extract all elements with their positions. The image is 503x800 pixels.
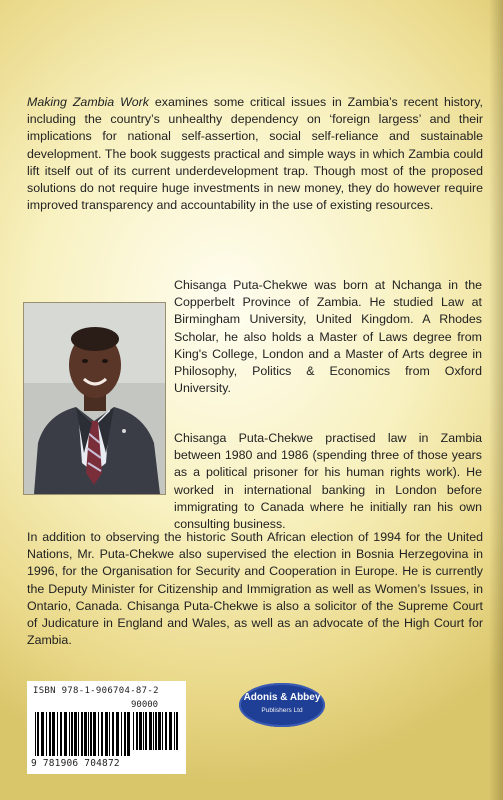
author-portrait-icon (24, 303, 165, 494)
barcode-bar (143, 712, 144, 750)
barcode-bar (78, 712, 79, 756)
barcode-bar (145, 712, 147, 750)
barcode-bar (116, 712, 119, 756)
barcode-bar (71, 712, 73, 756)
barcode-bar (64, 712, 67, 756)
barcode-bar (90, 712, 92, 756)
barcode-bar (174, 712, 175, 750)
publisher-logo (239, 683, 325, 727)
barcode-bar (74, 712, 77, 756)
barcode-block (27, 681, 186, 774)
barcode-bar (124, 712, 126, 756)
book-description (27, 94, 483, 214)
price-barcode-icon (133, 712, 181, 752)
barcode-bar (149, 712, 152, 750)
barcode-bar (98, 712, 99, 756)
barcode-bar (169, 712, 172, 750)
barcode-bar (37, 712, 39, 756)
barcode-bar (133, 712, 134, 750)
barcode-bar (112, 712, 114, 756)
barcode-bar (49, 712, 51, 756)
barcode-bar (155, 712, 157, 750)
publisher-name: Adonis & Abbey (243, 692, 321, 703)
barcode-bar (136, 712, 138, 750)
barcode-bar (93, 712, 96, 756)
barcode-icon (35, 712, 131, 758)
barcode-number: 9 781906 704872 (31, 758, 120, 769)
barcode-bar (57, 712, 58, 756)
author-bio-paragraph-3: In addition to observing the historic South African election of 1994 for the United Nations, Mr. Puta-Chekwe also supervised the election in Bosnia Herzegovina in 1996, for the Organisation for Security and Cooperation in Europe. He is currently the Deputy Minister for Citizenship and Immigration as well as Women’s Issues, in Ontario, Canada. Chisanga Puta-Chekwe is also a solicitor of the Supreme Court of Judicature in England and Wales, as well as an advocate of the High Court for Zambia. (27, 530, 483, 648)
barcode-bar (52, 712, 55, 756)
isbn-label: ISBN 978-1-906704-87-2 (33, 686, 159, 696)
barcode-bar (41, 712, 44, 756)
barcode-bar (127, 712, 130, 756)
barcode-bar (88, 712, 89, 756)
book-description-text: examines some critical issues in Zambia’s recent history, including the country’s unhealthy dependency on ‘foreign largess’ and their implications for national self-assertion, social self-reliance and sustainable development. The book suggests practical and simple ways in which Zambia could lift itself out of its current underdevelopment trap. Though most of the proposed solutions do not require huge investments in new money, they do however require improved transparency and accountability in the use of existing resources. (27, 95, 483, 213)
barcode-bar (84, 712, 87, 756)
barcode-bar (158, 712, 161, 750)
author-photo (23, 302, 166, 495)
barcode-bar (60, 712, 62, 756)
author-bio-paragraph-2: Chisanga Puta-Chekwe practised law in Zambia between 1980 and 1986 (spending three of those years as a political prisoner for his human rights work). He worked in international banking in London before immigrating to Canada where he initially ran his own consulting business. (174, 431, 482, 532)
barcode-bar (101, 712, 103, 756)
barcode-bar (153, 712, 154, 750)
barcode-bar (35, 712, 36, 756)
barcode-bar (109, 712, 110, 756)
author-bio-paragraph-1: Chisanga Puta-Chekwe was born at Nchanga in the Copperbelt Province of Zambia. He studied Law at Birmingham University, United Kingdom. A Rhodes Scholar, he also holds a Master of Laws degree from King's College, London and a Master of Arts degree in Philosophy, Politics & Economics from Oxford University. (174, 278, 482, 396)
barcode-bar (105, 712, 108, 756)
barcode-bar (162, 712, 163, 750)
barcode-bar (139, 712, 142, 750)
page-edge-shadow (489, 0, 503, 800)
barcode-bar (121, 712, 122, 756)
barcode-bar (69, 712, 70, 756)
price-code: 90000 (131, 700, 159, 710)
barcode-bar (81, 712, 83, 756)
barcode-bar (46, 712, 47, 756)
barcode-bar (176, 712, 178, 750)
book-title: Making Zambia Work (27, 95, 149, 109)
publisher-subtitle: Publishers Ltd (261, 707, 303, 714)
barcode-bar (165, 712, 167, 750)
